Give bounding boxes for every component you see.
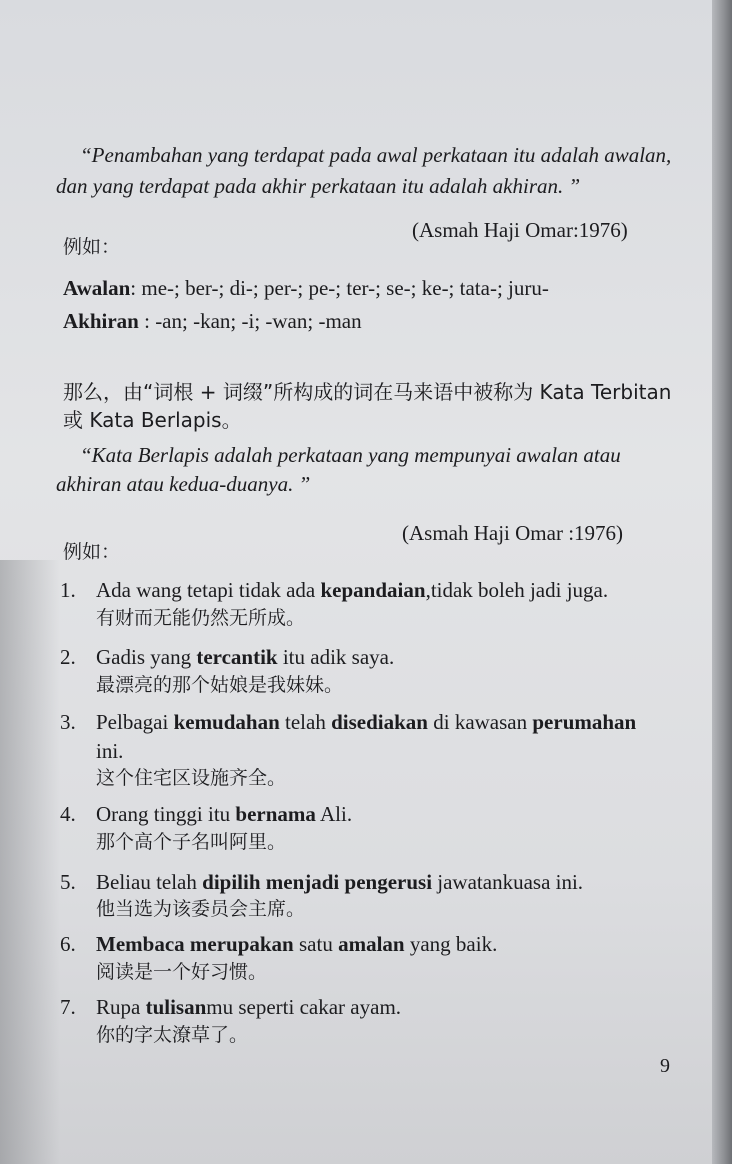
example-label-2: 例如： xyxy=(63,541,121,563)
example-number: 2. xyxy=(60,645,76,669)
example-malay: Ada wang tetapi tidak ada kepandaian,tidak boleh jadi juga. xyxy=(96,578,609,602)
example-malay: Pelbagai kemudahan telah disediakan di kawasan perumahan xyxy=(96,710,637,734)
example-malay: Beliau telah dipilih menjadi pengerusi jawatankuasa ini. xyxy=(96,870,584,894)
quote2-citation: (Asmah Haji Omar :1976) xyxy=(402,521,624,545)
akhiran-list: : -an; -kan; -i; -wan; -man xyxy=(138,309,362,333)
example-chinese: 最漂亮的那个姑娘是我妹妹。 xyxy=(96,674,344,696)
example-malay: Rupa tulisanmu seperti cakar ayam. xyxy=(96,995,402,1019)
example-number: 7. xyxy=(60,995,76,1019)
example-number: 5. xyxy=(60,870,76,894)
example-number: 1. xyxy=(60,578,76,602)
example-malay: Gadis yang tercantik itu adik saya. xyxy=(96,645,395,669)
example-number: 3. xyxy=(60,710,76,734)
quote2-line2: akhiran atau kedua-duanya. ” xyxy=(56,472,311,496)
example-malay-continued: ini. xyxy=(96,739,124,763)
page-number: 9 xyxy=(660,1055,670,1077)
example-chinese: 有财而无能仍然无所成。 xyxy=(96,607,306,629)
example-malay: Orang tinggi itu bernama Ali. xyxy=(96,802,353,826)
paragraph-line1: 那么，由“词根 + 词缀”所构成的词在马来语中被称为 Kata Terbitan xyxy=(63,380,672,404)
quote1-line2: dan yang terdapat pada akhir perkataan itu adalah akhiran. ” xyxy=(56,174,581,198)
example-chinese: 这个住宅区设施齐全。 xyxy=(96,767,287,789)
awalan-list: : me-; ber-; di-; per-; pe-; ter-; se-; ke-; tata-; juru- xyxy=(130,276,549,300)
example-chinese: 那个高个子名叫阿里。 xyxy=(96,831,287,853)
quote2-line1: “Kata Berlapis adalah perkataan yang mempunyai awalan atau xyxy=(80,443,621,467)
akhiran-label: Akhiran xyxy=(63,309,139,333)
akhiran-line xyxy=(63,311,362,332)
example-number: 4. xyxy=(60,802,76,826)
example-malay: Membaca merupakan satu amalan yang baik. xyxy=(96,932,498,956)
awalan-label: Awalan xyxy=(63,276,131,300)
example-chinese: 阅读是一个好习惯。 xyxy=(96,961,268,983)
example-number: 6. xyxy=(60,932,76,956)
example-label-1: 例如： xyxy=(63,236,121,258)
book-edge xyxy=(712,0,732,1164)
quote1-line1: “Penambahan yang terdapat pada awal perkataan itu adalah awalan, xyxy=(80,143,672,167)
awalan-line xyxy=(63,278,549,299)
example-chinese: 你的字太潦草了。 xyxy=(96,1024,249,1046)
paragraph-line2: 或 Kata Berlapis。 xyxy=(63,408,242,432)
quote1-citation: (Asmah Haji Omar:1976) xyxy=(412,218,628,242)
example-chinese: 他当选为该委员会主席。 xyxy=(96,898,306,920)
page-shadow xyxy=(0,560,60,1164)
